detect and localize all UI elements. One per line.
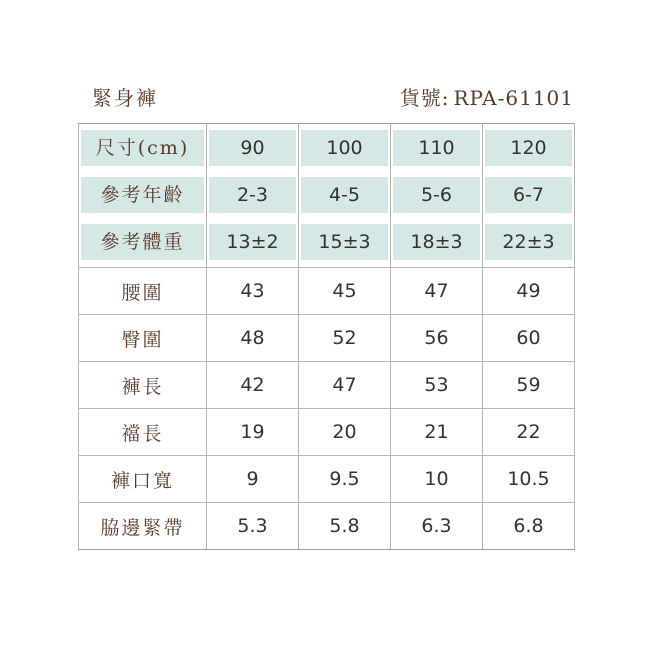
row-label: 參考年齡 bbox=[79, 172, 207, 217]
sku bbox=[400, 82, 574, 114]
table-cell: 47 bbox=[299, 362, 391, 409]
table-cell: 90 bbox=[207, 124, 299, 173]
table-cell: 13±2 bbox=[207, 217, 299, 268]
table-cell: 5-6 bbox=[391, 172, 483, 217]
table-cell: 48 bbox=[207, 315, 299, 362]
table-cell: 53 bbox=[391, 362, 483, 409]
table-cell: 21 bbox=[391, 409, 483, 456]
table-cell: 6-7 bbox=[483, 172, 575, 217]
table-row-leg-opening bbox=[79, 456, 575, 503]
table-cell: 100 bbox=[299, 124, 391, 173]
size-chart-table bbox=[78, 123, 575, 550]
table-row-rise bbox=[79, 409, 575, 456]
table-row-size bbox=[79, 124, 575, 173]
table-cell: 6.3 bbox=[391, 503, 483, 550]
table-cell: 22±3 bbox=[483, 217, 575, 268]
table-cell: 56 bbox=[391, 315, 483, 362]
row-label: 臀圍 bbox=[79, 315, 207, 362]
table-cell: 5.8 bbox=[299, 503, 391, 550]
table-cell: 15±3 bbox=[299, 217, 391, 268]
row-label: 褲口寬 bbox=[79, 456, 207, 503]
table-cell: 9.5 bbox=[299, 456, 391, 503]
row-label: 腰圍 bbox=[79, 268, 207, 315]
table-row-hip bbox=[79, 315, 575, 362]
table-cell: 49 bbox=[483, 268, 575, 315]
table-cell: 6.8 bbox=[483, 503, 575, 550]
table-cell: 20 bbox=[299, 409, 391, 456]
table-cell: 110 bbox=[391, 124, 483, 173]
table-row-weight bbox=[79, 217, 575, 268]
table-cell: 43 bbox=[207, 268, 299, 315]
table-row-age bbox=[79, 172, 575, 217]
row-label: 襠長 bbox=[79, 409, 207, 456]
table-cell: 10 bbox=[391, 456, 483, 503]
table-row-pants-length bbox=[79, 362, 575, 409]
table-row-waist bbox=[79, 268, 575, 315]
row-label: 脇邊緊帶 bbox=[79, 503, 207, 550]
table-cell: 47 bbox=[391, 268, 483, 315]
table-cell: 18±3 bbox=[391, 217, 483, 268]
table-cell: 60 bbox=[483, 315, 575, 362]
table-row-side-elastic bbox=[79, 503, 575, 550]
table-cell: 22 bbox=[483, 409, 575, 456]
product-name: 緊身褲 bbox=[92, 86, 158, 110]
table-cell: 2-3 bbox=[207, 172, 299, 217]
row-label: 褲長 bbox=[79, 362, 207, 409]
row-label: 參考體重 bbox=[79, 217, 207, 268]
page-header bbox=[78, 82, 574, 114]
table-cell: 5.3 bbox=[207, 503, 299, 550]
table-cell: 45 bbox=[299, 268, 391, 315]
table-cell: 52 bbox=[299, 315, 391, 362]
table-cell: 4-5 bbox=[299, 172, 391, 217]
table-cell: 59 bbox=[483, 362, 575, 409]
sku-label: 貨號: bbox=[399, 86, 450, 110]
table-cell: 10.5 bbox=[483, 456, 575, 503]
table-cell: 9 bbox=[207, 456, 299, 503]
sku-value: RPA-61101 bbox=[453, 86, 574, 110]
table-cell: 120 bbox=[483, 124, 575, 173]
table-cell: 42 bbox=[207, 362, 299, 409]
table-cell: 19 bbox=[207, 409, 299, 456]
row-label: 尺寸(cm) bbox=[79, 124, 207, 173]
